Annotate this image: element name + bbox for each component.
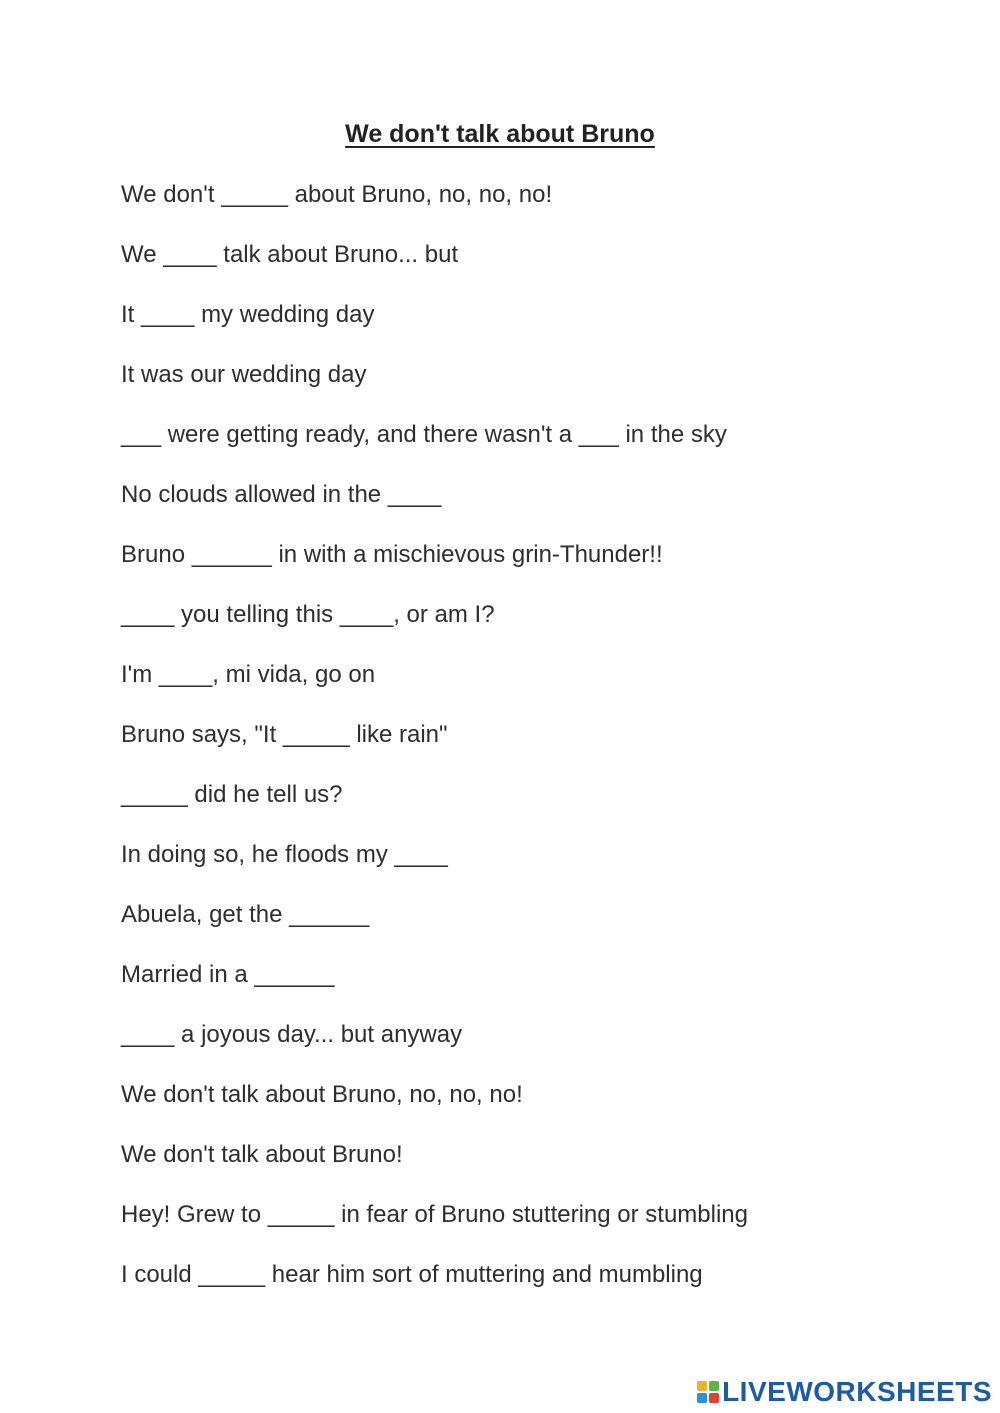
lyric-line: It was our wedding day — [121, 361, 367, 388]
lyric-line: We don't talk about Bruno, no, no, no! — [121, 1081, 523, 1108]
lyric-line: Hey! Grew to _____ in fear of Bruno stuttering or stumbling — [121, 1201, 748, 1228]
lyric-line: No clouds allowed in the ____ — [121, 481, 442, 508]
lyric-line: Abuela, get the ______ — [121, 901, 370, 928]
lyric-line: I'm ____, mi vida, go on — [121, 661, 376, 688]
lyric-line: ____ a joyous day... but anyway — [121, 1021, 463, 1048]
lyric-line: Married in a ______ — [121, 961, 335, 988]
liveworksheets-logo-icon — [697, 1381, 719, 1403]
lyric-line: We ____ talk about Bruno... but — [121, 241, 459, 268]
worksheet-title: We don't talk about Bruno — [345, 120, 655, 148]
lyric-line: It ____ my wedding day — [121, 301, 375, 328]
lyric-line: We don't talk about Bruno! — [121, 1141, 403, 1168]
lyrics-list — [121, 180, 941, 1320]
lyric-line: We don't _____ about Bruno, no, no, no! — [121, 181, 553, 208]
lyric-line: _____ did he tell us? — [121, 781, 343, 808]
lyric-line: In doing so, he floods my ____ — [121, 841, 448, 868]
lyric-line: I could _____ hear him sort of muttering and mumbling — [121, 1261, 703, 1288]
lyric-line: ____ you telling this ____, or am I? — [121, 601, 495, 628]
liveworksheets-brand — [697, 1377, 992, 1407]
lyric-line: ___ were getting ready, and there wasn't a ___ in the sky — [121, 421, 727, 448]
brand-text: LIVEWORKSHEETS — [722, 1376, 992, 1407]
lyric-line: Bruno ______ in with a mischievous grin-Thunder!! — [121, 541, 663, 568]
lyric-line: Bruno says, "It _____ like rain" — [121, 721, 448, 748]
